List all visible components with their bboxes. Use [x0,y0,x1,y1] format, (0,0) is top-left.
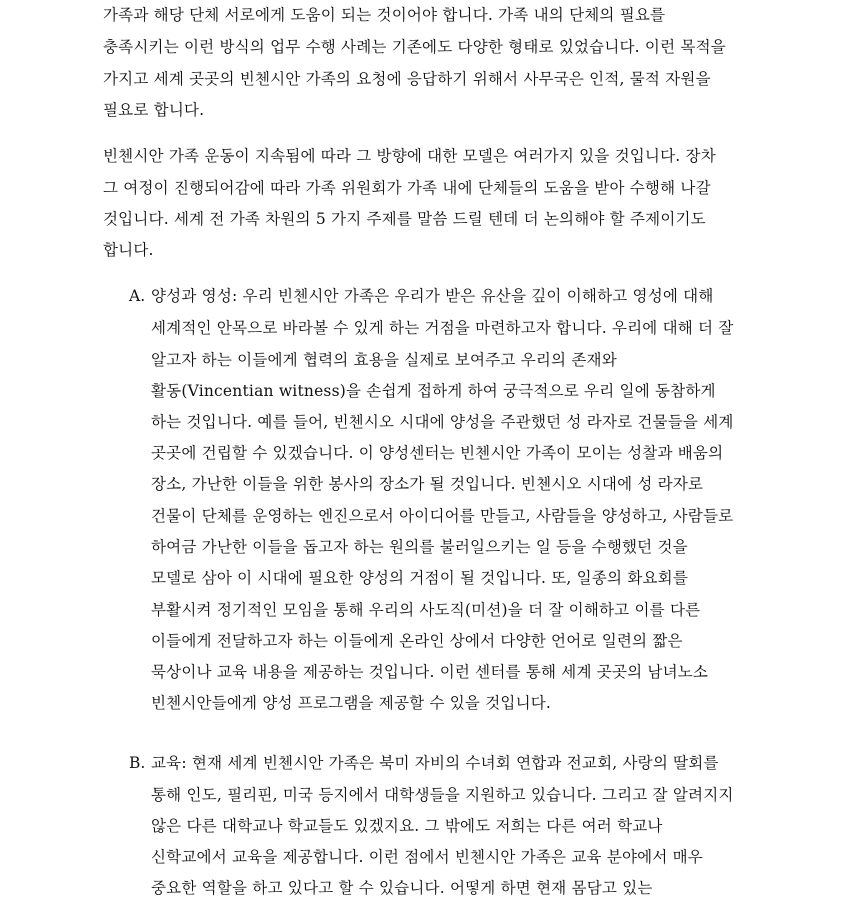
paragraph-line: 가지고 세계 곳곳의 빈첸시안 가족의 요청에 응답하기 위해서 사무국은 인적, 물적 자원을 [103,70,711,88]
list-item-line: 빈첸시안들에게 양성 프로그램을 제공할 수 있을 것입니다. [151,694,552,712]
list-item-line: 중요한 역할을 하고 있다고 할 수 있습니다. 어떻게 하면 현재 몸담고 있는 [151,879,653,897]
list-item-line: 부활시켜 정기적인 모임을 통해 우리의 사도직(미션)을 더 잘 이해하고 이를 다른 [151,601,701,619]
paragraph-line: 가족과 해당 단체 서로에게 도움이 되는 것이어야 합니다. 가족 내의 단체의 필요를 [103,6,666,24]
list-item-line: 통해 인도, 필리핀, 미국 등지에서 대학생들을 지원하고 있습니다. 그리고 잘 알려지지 [151,786,734,804]
list-item-line: 활동(Vincentian witness)을 손쉽게 접하게 하여 궁극적으로 우리 일에 동참하게 [151,382,716,400]
list-item-line: 곳곳에 건립할 수 있겠습니다. 이 양성센터는 빈첸시안 가족이 모이는 성찰과 배움의 [151,444,724,462]
paragraph-line: 그 여정이 진행되어감에 따라 가족 위원회가 가족 내에 단체들의 도움을 받아 수행해 나갈 [103,179,711,197]
paragraph-line: 충족시키는 이런 방식의 업무 수행 사례는 기존에도 다양한 형태로 있었습니다. 이런 목적을 [103,38,726,56]
list-marker: A. [129,287,146,305]
list-item-line: 알고자 하는 이들에게 협력의 효용을 실제로 보여주고 우리의 존재와 [151,351,617,369]
list-item-line: 않은 다른 대학교나 학교들도 있겠지요. 그 밖에도 저희는 다른 여러 학교나 [151,817,663,835]
paragraph-line: 필요로 합니다. [103,101,205,119]
list-item-line: 모델로 삼아 이 시대에 필요한 양성의 거점이 될 것입니다. 또, 일종의 화요회를 [151,569,689,587]
list-item-line: 건물이 단체를 운영하는 엔진으로서 아이디어를 만들고, 사람들을 양성하고, 사람들로 [151,507,734,525]
paragraph-line: 것입니다. 세계 전 가족 차원의 5 가지 주제를 말씀 드릴 텐데 더 논의해야 할 주제이기도 [103,210,706,228]
list-item-line: 양성과 영성: 우리 빈첸시안 가족은 우리가 받은 유산을 깊이 이해하고 영성에 대해 [151,287,714,305]
list-item-line: 세계적인 안목으로 바라볼 수 있게 하는 거점을 마련하고자 합니다. 우리에 대해 더 잘 [151,319,734,337]
list-item-line: 하여금 가난한 이들을 돕고자 하는 원의를 불러일으키는 일 등을 수행했던 것을 [151,538,688,556]
list-item-line: 이들에게 전달하고자 하는 이들에게 온라인 상에서 다양한 언어로 일련의 짧은 [151,632,683,650]
paragraph-line: 합니다. [103,241,154,259]
list-item-line: 묵상이나 교육 내용을 제공하는 것입니다. 이런 센터를 통해 세계 곳곳의 남녀노소 [151,663,709,681]
list-marker: B. [129,754,146,772]
list-item-line: 신학교에서 교육을 제공합니다. 이런 점에서 빈첸시안 가족은 교육 분야에서 매우 [151,848,703,866]
list-item-line: 교육: 현재 세계 빈첸시안 가족은 북미 자비의 수녀회 연합과 전교회, 사랑의 딸회를 [151,754,719,772]
list-item-line: 하는 것입니다. 예를 들어, 빈첸시오 시대에 양성을 주관했던 성 라자로 건물들을 세계 [151,413,734,431]
list-item-line: 장소, 가난한 이들을 위한 봉사의 장소가 될 것입니다. 빈첸시오 시대에 성 라자로 [151,475,704,493]
paragraph-line: 빈첸시안 가족 운동이 지속됨에 따라 그 방향에 대한 모델은 여러가지 있을 것입니다. 장차 [103,147,716,165]
